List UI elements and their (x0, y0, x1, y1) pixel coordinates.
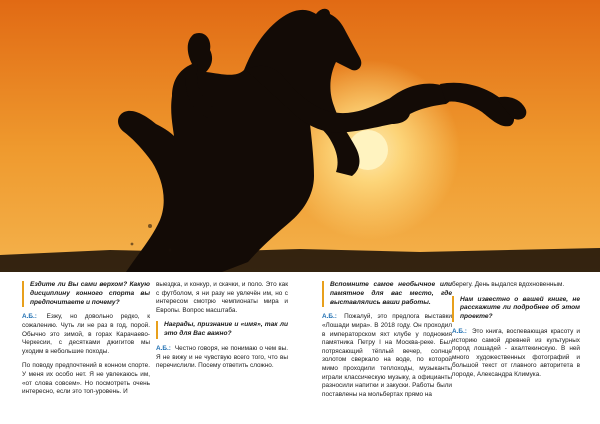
answer-label: А.Б.: (452, 327, 467, 335)
answer-text: Честно говоря, не понимаю о чем вы. Я не вижу и не чувствую всего того, что вы перечислили. Посему ответить сложно. (156, 344, 288, 370)
answer-awards (156, 345, 288, 371)
answer-label: А.Б.: (322, 313, 337, 321)
answer-text: Пожалуй, это предлога выставки «Лошади мира». В 2018 году. Он проходил в императорском яхт клубе у подножия памятника Петру I на Москва-реке. Был потрясающий тёплый вечер, солнце золотом сверкало на воде, по которой мимо проходили теплоходы, музыканты играли классическую музыку, а официанты разносили напитки и закуски. Работы были поставлены на мольбертах прямо на (322, 313, 452, 398)
question-exhibition: Вспомните самое необычное или памятное для вас место, где выставлялись ваши работы. (322, 281, 452, 307)
answer-text: Езжу, но довольно редко, к сожалению. Чуть ли не раз в год, порой. Обычно это зимой, в горах Карачаево-Черкесии, с десятками джигитов мы уходим в небольшие походы. (22, 313, 150, 355)
answer-label: А.Б.: (22, 313, 37, 321)
question-awards: Награды, признание и «имя», так ли это для Вас важно? (156, 321, 288, 339)
paragraph-continuation: берегу. День выдался вдохновенным. (452, 281, 565, 288)
column-3 (322, 281, 452, 405)
question-riding: Ездите ли Вы сами верхом? Какую дисциплину конного спорта вы предпочитаете и почему? (22, 281, 150, 307)
question-book: Нам известно о вашей книге, не расскажите ли подробнее об этом проекте? (452, 296, 580, 322)
column-2 (156, 281, 288, 377)
answer-exhibition (322, 313, 452, 399)
column-1 (22, 281, 150, 403)
column-4 (452, 281, 580, 386)
paragraph-continuation: выездка, и конкур, и скачки, и поло. Это как с футболом, я ни разу не увлечён им, но с интересом смотрю чемпионаты мира и Европы. Вопрос масштаба. (156, 281, 288, 314)
paragraph-preferences: По поводу предпочтений в конном спорте. У меня их особо нет. Я не увлекаюсь им, «от слова совсем». Но посмотреть очень интересно, если это топ-уровень. И (22, 362, 150, 396)
answer-label: А.Б.: (156, 344, 171, 352)
answer-text: Это книга, воспевающая красоту и историю самой древней из культурных пород лошадей - ахалтекинскую. В ней много художественных фотографий и большой текст от главного авторитета в породе, Александра Климука. (452, 327, 580, 378)
answer-book (452, 328, 580, 380)
answer-riding (22, 313, 150, 356)
